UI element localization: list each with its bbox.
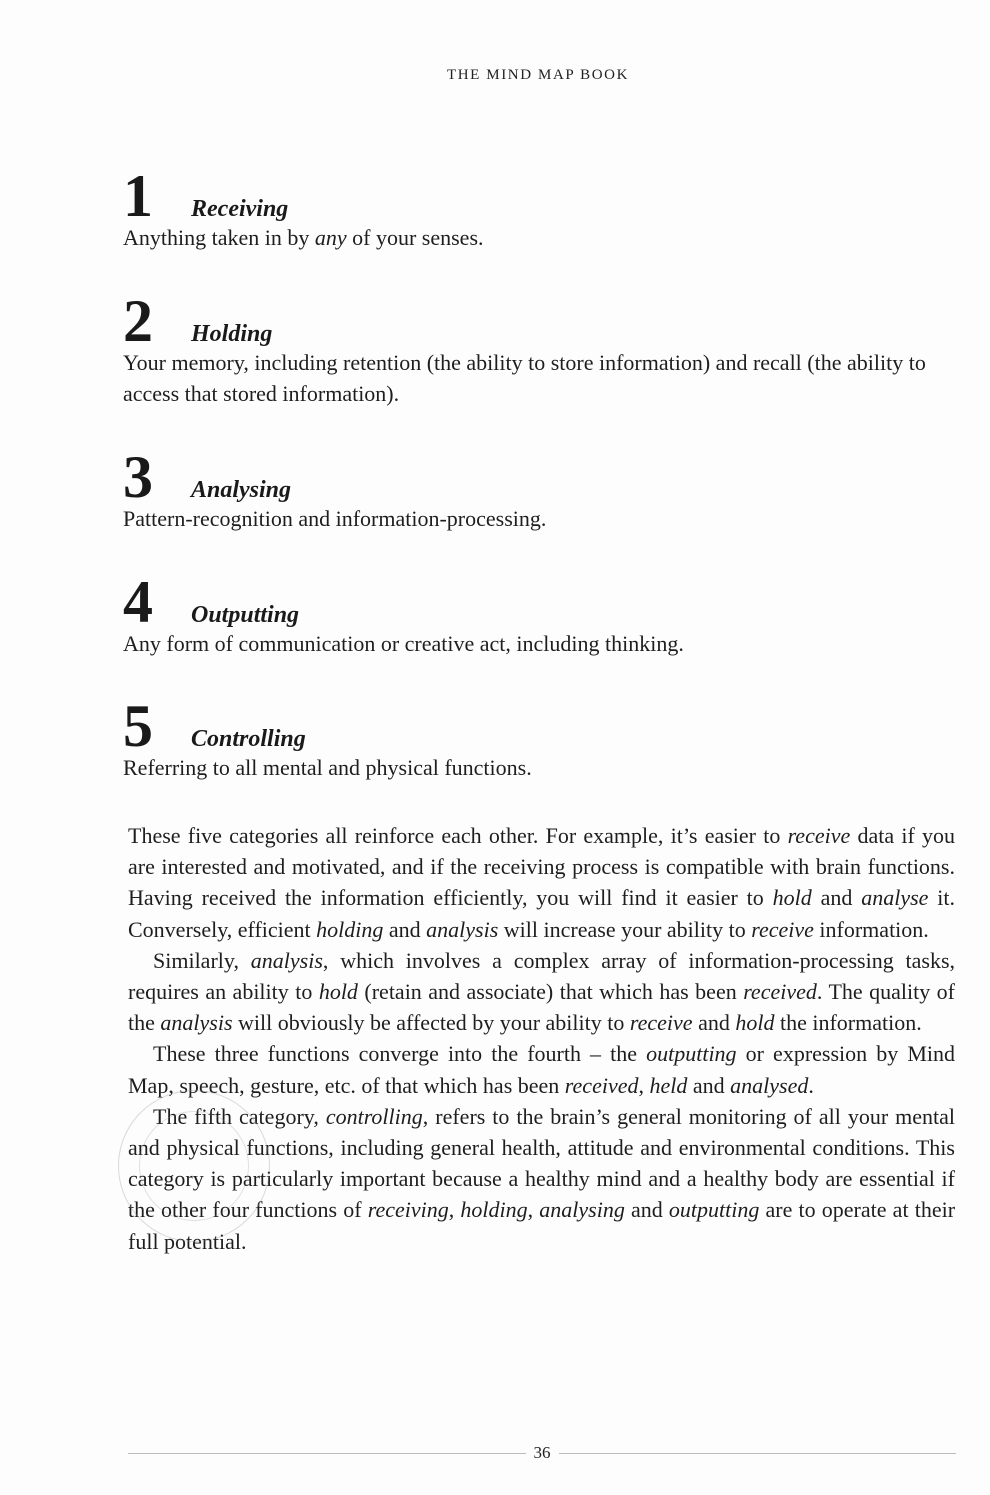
footer-rule-left <box>128 1453 526 1454</box>
emphasis-text: receive <box>751 916 814 942</box>
text-run: it. Conversely, efficient <box>128 885 955 942</box>
category-holding <box>123 288 955 409</box>
category-title: Outputting <box>191 602 300 628</box>
text-run: will obviously be affected by your ability to <box>232 1010 630 1036</box>
category-description <box>123 222 955 253</box>
category-number: 5 <box>123 693 153 759</box>
text-run: or expression by Mind Map, speech, gesture, etc. of that which has been <box>128 1041 955 1098</box>
category-heading <box>123 288 955 354</box>
page-number: 36 <box>533 1443 551 1462</box>
text-run: and <box>811 885 862 911</box>
text-run: and <box>624 1197 669 1223</box>
emphasis-text: hold <box>318 979 358 1005</box>
text-run: , <box>448 1197 461 1223</box>
text-run: and <box>383 916 427 942</box>
emphasis-text: received <box>743 979 817 1005</box>
text-run: Any form of communication or creative act, including thinking. <box>123 631 684 656</box>
text-run: , <box>638 1072 650 1098</box>
emphasis-text: outputting <box>668 1197 760 1223</box>
text-run: , refers to the brain’s general monitoring of all your mental and physical functions, including general health, attitude and environmental conditions. This category is particularly important because a healthy mind and a healthy body are essential if the other four functions of <box>128 1103 955 1223</box>
category-receiving <box>123 163 955 253</box>
category-heading <box>123 444 955 510</box>
emphasis-text: receiving <box>367 1197 449 1223</box>
category-title: Holding <box>191 321 273 347</box>
text-run: (retain and associate) that which has been <box>357 979 744 1005</box>
text-run: the information. <box>774 1010 922 1036</box>
footer-rule-right <box>559 1453 957 1454</box>
category-outputting <box>123 569 955 659</box>
category-description <box>123 347 955 409</box>
category-controlling <box>123 693 955 783</box>
category-description <box>123 628 955 659</box>
emphasis-text: hold <box>735 1010 775 1036</box>
text-run: and <box>687 1072 731 1098</box>
paragraph <box>128 1101 955 1257</box>
category-heading <box>123 693 955 759</box>
text-run: and <box>692 1010 736 1036</box>
emphasis-text: analyse <box>861 885 929 911</box>
text-run: Anything taken in by <box>123 225 315 250</box>
text-run: , which involves a complex array of information-processing tasks, requires an ability to <box>128 947 956 1005</box>
category-heading <box>123 569 955 635</box>
text-run: . <box>808 1072 814 1098</box>
text-run: data if you are interested and motivated, and if the receiving process is compatible with brain functions. Having received the information efficiently, you will find it easier to <box>128 823 955 911</box>
emphasis-text: received <box>564 1072 639 1098</box>
text-run: Referring to all mental and physical functions. <box>123 755 532 780</box>
category-number: 3 <box>123 444 153 510</box>
emphasis-text: receive <box>787 823 851 848</box>
category-number: 1 <box>123 163 153 229</box>
text-run: The fifth category, <box>153 1103 326 1129</box>
text-run: These five categories all reinforce each other. For example, it’s easier to <box>128 823 788 848</box>
emphasis-text: hold <box>772 885 812 911</box>
emphasis-text: analysis <box>426 916 499 942</box>
text-run: Your memory, including retention (the ability to store information) and recall (the ability to access that stored information). <box>123 350 926 406</box>
text-run: will increase your ability to <box>498 916 752 942</box>
emphasis-text: controlling <box>325 1103 423 1129</box>
category-title: Controlling <box>191 726 306 752</box>
category-number: 4 <box>123 569 153 635</box>
category-heading <box>123 163 955 229</box>
text-run: Pattern-recognition and information-processing. <box>123 506 547 531</box>
emphasis-text: analysed <box>730 1072 809 1098</box>
running-head: THE MIND MAP BOOK <box>446 67 630 83</box>
emphasis-text: holding <box>316 916 384 942</box>
paragraph <box>128 820 955 945</box>
text-run: Similarly, <box>153 947 251 973</box>
emphasis-text: any <box>314 225 347 250</box>
emphasis-text: held <box>649 1072 688 1098</box>
emphasis-text: analysing <box>539 1197 625 1223</box>
body-text <box>128 820 955 1257</box>
emphasis-text: receive <box>629 1010 693 1036</box>
category-analysing <box>123 444 955 534</box>
emphasis-text: analysis <box>250 947 323 973</box>
category-description <box>123 503 955 534</box>
text-run: are to operate at their full potential. <box>128 1197 956 1254</box>
text-run: , <box>527 1197 540 1223</box>
text-run: . The quality of the <box>128 979 956 1036</box>
category-description <box>123 752 955 783</box>
text-run: of your senses. <box>346 225 484 250</box>
emphasis-text: outputting <box>646 1041 737 1067</box>
emphasis-text: holding <box>460 1197 528 1223</box>
text-run: These three functions converge into the fourth – the <box>153 1041 647 1067</box>
category-number: 2 <box>123 288 153 354</box>
category-title: Analysing <box>191 477 292 503</box>
category-title: Receiving <box>191 196 289 222</box>
emphasis-text: analysis <box>160 1010 233 1036</box>
text-run: information. <box>813 916 929 942</box>
paragraph <box>128 1038 955 1100</box>
paragraph <box>128 945 955 1039</box>
page-footer <box>128 1443 956 1463</box>
